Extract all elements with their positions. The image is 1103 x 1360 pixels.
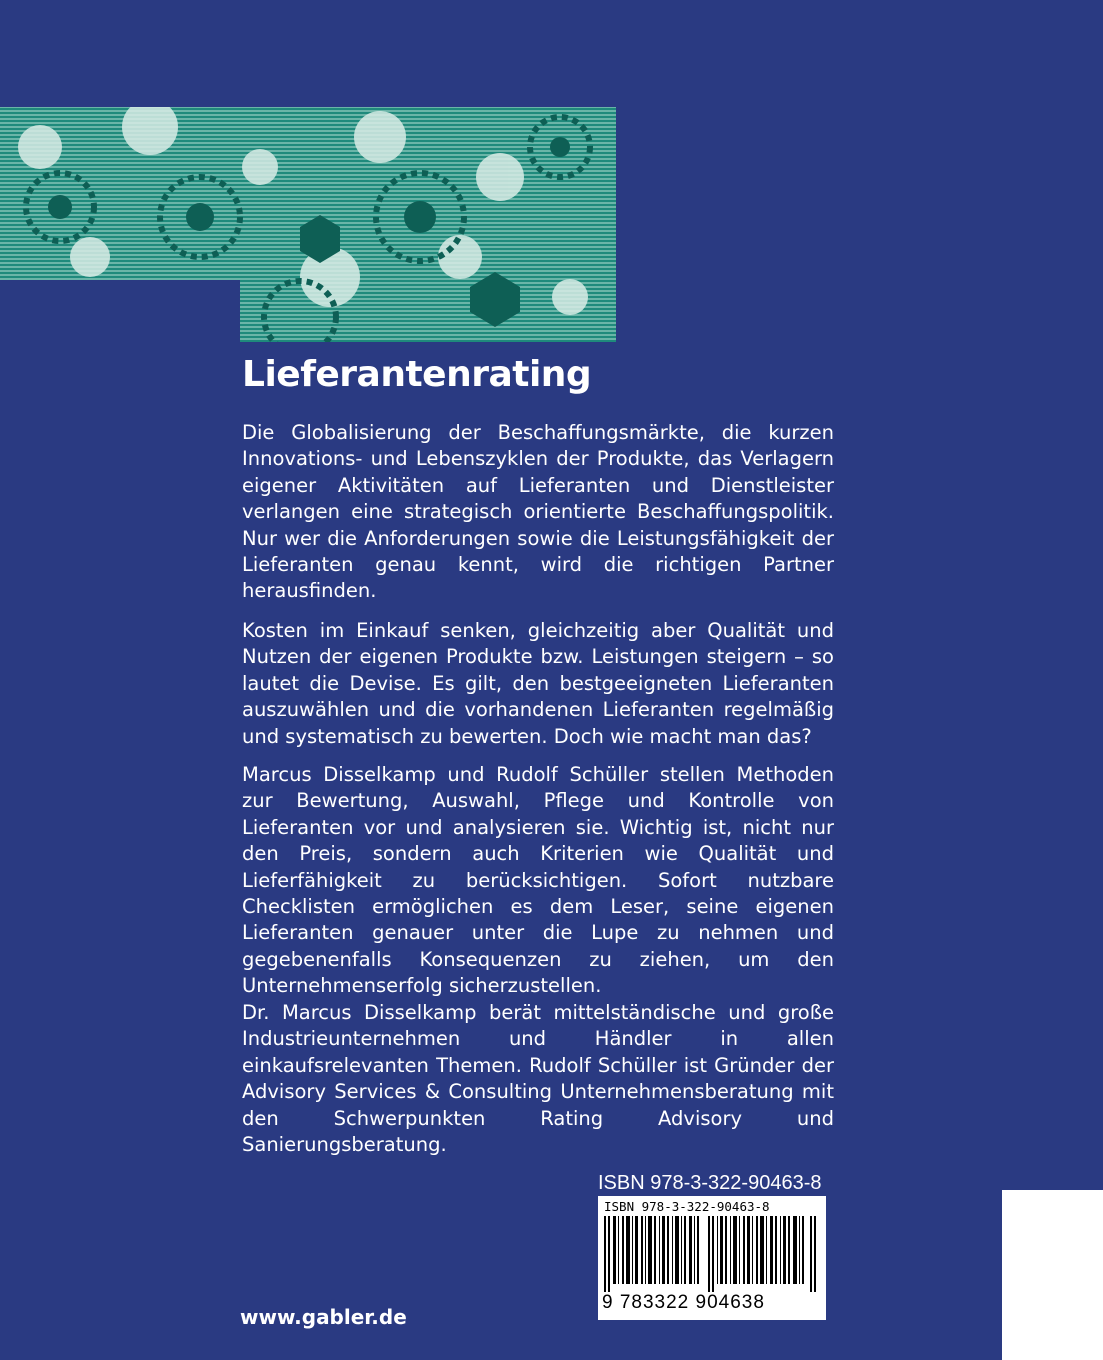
barcode-digits: 9 783322 904638 [602, 1292, 765, 1313]
blurb-paragraph-3: Marcus Disselkamp und Rudolf Schüller stellen Methoden zur Bewertung, Auswahl, Pflege und Kontrolle von Lieferanten vor und analysieren sie. Wichtig ist, nicht nur den Preis, sondern auch Kriterien wie Qualität und Lieferfähigkeit zu berücksichtigen. Sofort nutzbare Checklisten ermöglichen es dem Leser, seine eigenen Lieferanten genauer unter die Lupe zu nehmen und gegebenenfalls Konsequenzen zu ziehen, um den Unternehmenserfolg sicherzustellen. [242, 763, 834, 998]
book-title: Lieferantenrating [242, 354, 592, 395]
isbn-label: ISBN 978-3-322-90463-8 [598, 1172, 822, 1194]
blurb-paragraph-2: Kosten im Einkauf senken, gleichzeitig aber Qualität und Nutzen der eigenen Produkte bzw. Leistungen steigern – so lautet die Devise. Es gilt, den bestgeeigneten Lieferanten auszuwählen und die vorhandenen Lieferanten regelmäßig und systematisch zu bewerten. Doch wie macht man das? [242, 619, 834, 748]
blurb-paragraph-1: Die Globalisierung der Beschaffungsmärkte, die kurzen Innovations- und Lebenszyklen der Produkte, das Verlagern eigener Aktivitäten auf Lieferanten und Dienstleister verlangen eine strategisch orientierte Beschaffungspolitik. Nur wer die Anforderungen sowie die Leistungsfähigkeit der Lieferanten genau kennt, wird die richtigen Partner herausfinden. [242, 421, 834, 603]
art-notch [0, 280, 240, 342]
barcode-isbn-text: ISBN 978-3-322-90463-8 [604, 1199, 770, 1214]
price-sticker-area [1002, 1190, 1103, 1360]
publisher-website: www.gabler.de [240, 1305, 407, 1329]
cover-artwork [0, 107, 616, 342]
barcode [598, 1196, 826, 1320]
barcode-bars [604, 1216, 820, 1292]
author-bio: Dr. Marcus Disselkamp berät mittelständische und große Industrieunternehmen und Händler in allen einkaufsrelevanten Themen. Rudolf Schüller ist Gründer der Advisory Services & Consulting Unternehmensberatung mit den Schwerpunkten Rating Advisory und Sanierungsberatung. [242, 1001, 834, 1157]
